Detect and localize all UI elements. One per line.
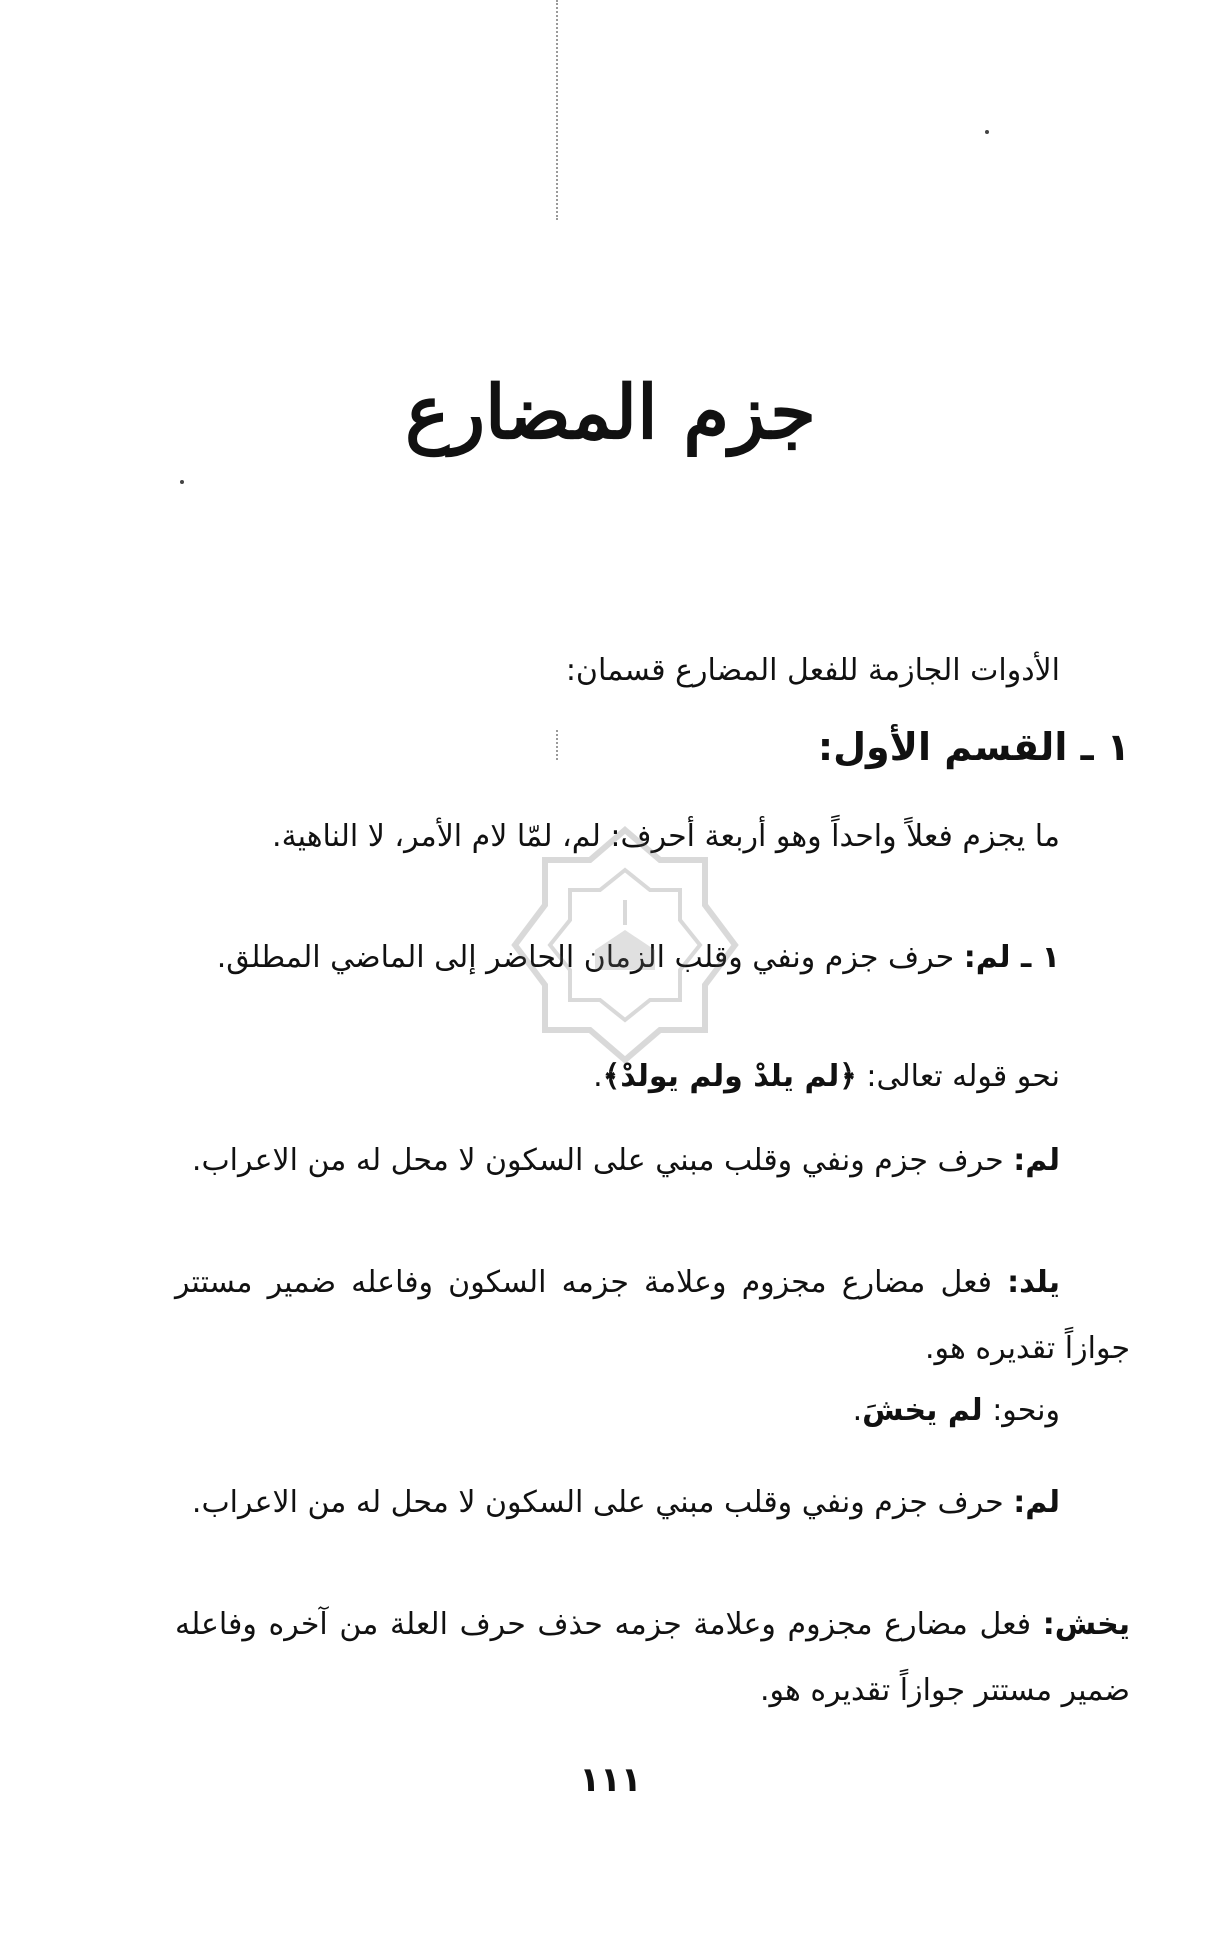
term-label: لم: (1013, 1485, 1060, 1520)
term-text: حرف جزم ونفي وقلب مبني على السكون لا محل له من الاعراب. (191, 1143, 1014, 1178)
example-lead: نحو قوله تعالى: (856, 1059, 1060, 1094)
term-label: يلد: (1007, 1265, 1060, 1300)
scan-speck (180, 480, 184, 484)
term-label: ١ ـ لم: (963, 940, 1060, 975)
term-text: حرف جزم ونفي وقلب مبني على السكون لا محل له من الاعراب. (191, 1485, 1014, 1520)
paragraph-parse-lam-2 (175, 1470, 1130, 1536)
term-text: فعل مضارع مجزوم وعلامة جزمه السكون وفاعله ضمير مستتر جوازاً تقديره هو. (175, 1265, 1130, 1366)
example-end: . (852, 1393, 863, 1428)
term-label: يخش: (1042, 1607, 1130, 1642)
quran-quote: ﴿لم يلدْ ولم يولدْ﴾ (602, 1059, 857, 1094)
section-heading: ١ ـ القسم الأول: (817, 725, 1130, 769)
example-word: لم يخشَ (862, 1393, 983, 1428)
paragraph-example-yakhsha (175, 1378, 1130, 1444)
paragraph-definition: ما يجزم فعلاً واحداً وهو أربعة أحرف: لم، لمّا لام الأمر، لا الناهية. (272, 819, 1060, 854)
example-lead: ونحو: (982, 1393, 1060, 1428)
scan-fold-line (556, 0, 558, 220)
page-number: ١١١ (579, 1760, 642, 1800)
term-text: حرف جزم ونفي وقلب الزمان الحاضر إلى الماضي المطلق. (216, 940, 964, 975)
paragraph-parse-lam (175, 1128, 1130, 1194)
term-text: فعل مضارع مجزوم وعلامة جزمه حذف حرف العلة من آخره وفاعله ضمير مستتر جوازاً تقديره هو. (175, 1607, 1130, 1708)
intro-line: الأدوات الجازمة للفعل المضارع قسمان: (565, 653, 1060, 688)
term-label: لم: (1013, 1143, 1060, 1178)
paragraph-parse-yalid (175, 1250, 1130, 1382)
page-title: جزم المضارع (405, 370, 816, 456)
example-end: . (593, 1059, 603, 1094)
scan-speck (985, 130, 989, 134)
paragraph-parse-yakhsh (175, 1592, 1130, 1724)
library-seal-watermark-icon (500, 820, 750, 1070)
